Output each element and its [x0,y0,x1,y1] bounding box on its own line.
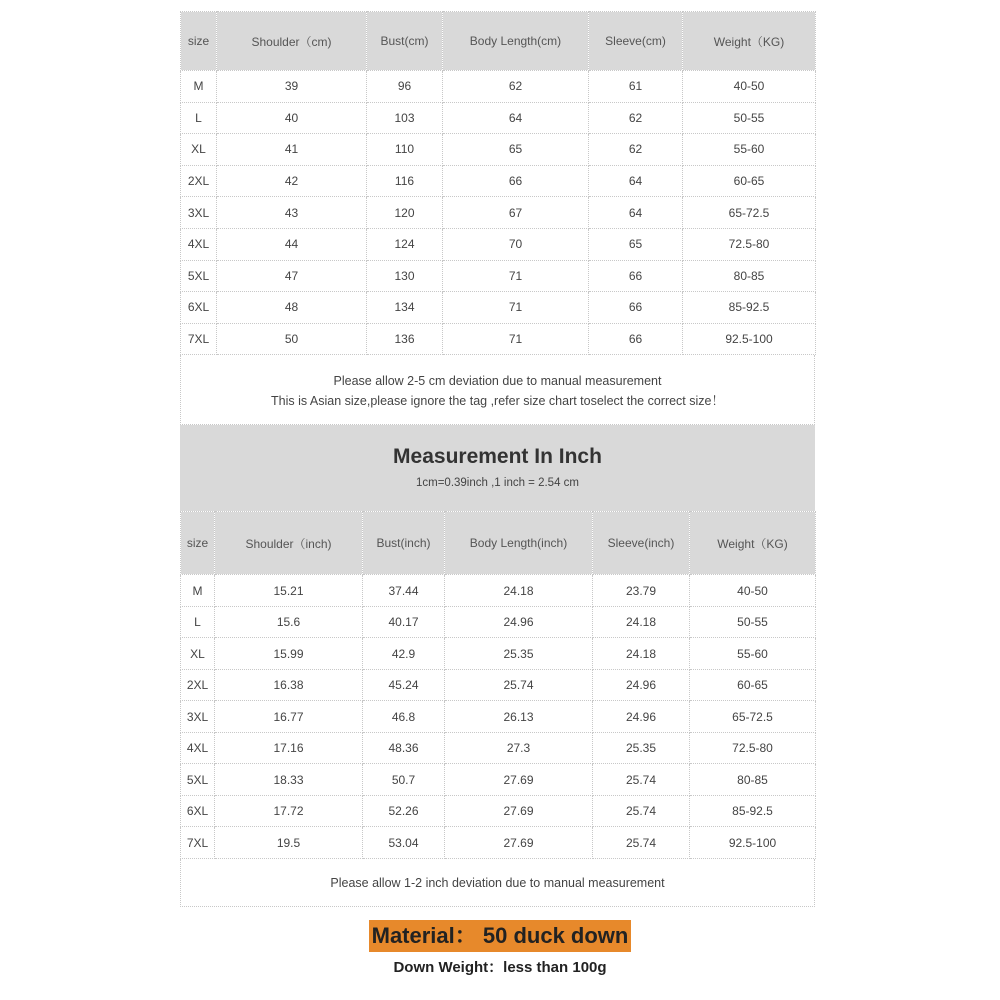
table-cell: 23.79 [593,575,690,607]
size-cell: 6XL [181,292,217,324]
table-row [181,228,816,260]
table-cell: 62 [589,102,683,134]
table-cell: 120 [367,197,443,229]
table-cell: 25.74 [593,764,690,796]
table-row [181,323,816,355]
table-cell: 66 [589,323,683,355]
header-cell: Weight（KG) [690,512,816,575]
table-row [181,732,816,764]
table-row [181,606,816,638]
size-cell: L [181,102,217,134]
table-cell: 66 [589,292,683,324]
table-cell: 71 [443,323,589,355]
table-cell: 55-60 [683,134,816,166]
cm-table-header-row [181,12,816,71]
table-cell: 103 [367,102,443,134]
table-cell: 52.26 [363,795,445,827]
table-cell: 16.38 [215,669,363,701]
table-cell: 24.18 [593,606,690,638]
table-row [181,165,816,197]
table-cell: 24.96 [593,701,690,733]
table-cell: 45.24 [363,669,445,701]
table-cell: 19.5 [215,827,363,859]
table-cell: 70 [443,228,589,260]
inch-size-table [180,511,816,859]
table-cell: 16.77 [215,701,363,733]
table-cell: 42.9 [363,638,445,670]
table-cell: 92.5-100 [683,323,816,355]
table-cell: 40 [217,102,367,134]
table-cell: 85-92.5 [683,292,816,324]
size-cell: 3XL [181,197,217,229]
table-cell: 42 [217,165,367,197]
conversion-note: 1cm=0.39inch ,1 inch = 2.54 cm [415,477,579,490]
cm-note-line: Please allow 2-5 cm deviation due to manual measurement [333,374,662,389]
table-cell: 66 [589,260,683,292]
table-cell: 67 [443,197,589,229]
table-cell: 64 [589,165,683,197]
table-cell: 24.96 [445,606,593,638]
table-cell: 85-92.5 [690,795,816,827]
table-cell: 80-85 [683,260,816,292]
header-cell: Body Length(inch) [445,512,593,575]
size-cell: M [181,71,217,103]
table-cell: 25.35 [445,638,593,670]
table-cell: 25.35 [593,732,690,764]
table-cell: 110 [367,134,443,166]
table-cell: 64 [443,102,589,134]
table-cell: 72.5-80 [690,732,816,764]
table-cell: 66 [443,165,589,197]
size-cell: 2XL [181,669,215,701]
table-cell: 60-65 [683,165,816,197]
size-cell: 7XL [181,323,217,355]
header-cell: Sleeve(inch) [593,512,690,575]
table-cell: 92.5-100 [690,827,816,859]
table-cell: 27.69 [445,795,593,827]
size-cell: M [181,575,215,607]
header-cell: Weight（KG) [683,12,816,71]
inch-table-header-row [181,512,816,575]
table-cell: 130 [367,260,443,292]
table-cell: 80-85 [690,764,816,796]
table-row [181,102,816,134]
table-cell: 53.04 [363,827,445,859]
size-cell: 5XL [181,764,215,796]
table-cell: 27.69 [445,827,593,859]
table-row [181,197,816,229]
table-cell: 37.44 [363,575,445,607]
size-cell: L [181,606,215,638]
table-row [181,260,816,292]
table-cell: 65 [443,134,589,166]
table-row [181,638,816,670]
table-cell: 55-60 [690,638,816,670]
table-row [181,701,816,733]
table-cell: 48 [217,292,367,324]
table-cell: 47 [217,260,367,292]
table-cell: 40.17 [363,606,445,638]
header-cell: Body Length(cm) [443,12,589,71]
header-cell: Bust(cm) [367,12,443,71]
down-weight-label: Down Weight：less than 100g [393,959,607,976]
table-row [181,764,816,796]
table-cell: 64 [589,197,683,229]
table-cell: 25.74 [445,669,593,701]
inch-section-title: Measurement In Inch [393,445,602,469]
table-row [181,669,816,701]
table-cell: 136 [367,323,443,355]
inch-deviation-note: Please allow 1-2 inch deviation due to manual measurement [180,859,815,907]
table-cell: 50-55 [690,606,816,638]
header-cell: size [181,12,217,71]
table-cell: 39 [217,71,367,103]
table-cell: 50.7 [363,764,445,796]
header-cell: Bust(inch) [363,512,445,575]
table-cell: 62 [443,71,589,103]
table-cell: 71 [443,292,589,324]
table-cell: 65-72.5 [683,197,816,229]
table-cell: 116 [367,165,443,197]
table-cell: 60-65 [690,669,816,701]
header-cell: Shoulder（inch) [215,512,363,575]
table-cell: 50-55 [683,102,816,134]
table-row [181,71,816,103]
table-cell: 40-50 [683,71,816,103]
table-cell: 17.16 [215,732,363,764]
table-cell: 48.36 [363,732,445,764]
table-row [181,292,816,324]
table-cell: 18.33 [215,764,363,796]
table-cell: 25.74 [593,827,690,859]
size-cell: XL [181,638,215,670]
table-cell: 15.99 [215,638,363,670]
cm-size-table [180,11,816,355]
table-cell: 46.8 [363,701,445,733]
table-cell: 134 [367,292,443,324]
table-row [181,575,816,607]
size-cell: 4XL [181,228,217,260]
inch-section-header [180,425,815,511]
material-label: Material： 50 duck down [369,920,632,952]
table-cell: 124 [367,228,443,260]
table-cell: 40-50 [690,575,816,607]
table-cell: 24.18 [445,575,593,607]
size-cell: 2XL [181,165,217,197]
table-cell: 24.96 [593,669,690,701]
asian-size-note: This is Asian size,please ignore the tag ,refer size chart toselect the correct size！ [271,394,724,409]
table-cell: 65 [589,228,683,260]
table-cell: 43 [217,197,367,229]
header-cell: size [181,512,215,575]
table-cell: 27.3 [445,732,593,764]
size-cell: 4XL [181,732,215,764]
table-cell: 50 [217,323,367,355]
table-cell: 62 [589,134,683,166]
table-cell: 44 [217,228,367,260]
size-cell: 3XL [181,701,215,733]
size-chart [180,11,815,907]
table-row [181,795,816,827]
size-cell: 6XL [181,795,215,827]
cm-table-body [181,71,816,355]
table-cell: 15.21 [215,575,363,607]
cm-deviation-note [180,355,815,425]
size-cell: 7XL [181,827,215,859]
table-cell: 65-72.5 [690,701,816,733]
table-cell: 61 [589,71,683,103]
table-cell: 15.6 [215,606,363,638]
table-cell: 24.18 [593,638,690,670]
table-row [181,134,816,166]
table-cell: 17.72 [215,795,363,827]
header-cell: Sleeve(cm) [589,12,683,71]
size-cell: XL [181,134,217,166]
table-row [181,827,816,859]
table-cell: 72.5-80 [683,228,816,260]
table-cell: 25.74 [593,795,690,827]
table-cell: 71 [443,260,589,292]
table-cell: 26.13 [445,701,593,733]
table-cell: 96 [367,71,443,103]
material-info [0,920,1000,977]
header-cell: Shoulder（cm) [217,12,367,71]
inch-table-body [181,575,816,859]
table-cell: 27.69 [445,764,593,796]
size-cell: 5XL [181,260,217,292]
table-cell: 41 [217,134,367,166]
